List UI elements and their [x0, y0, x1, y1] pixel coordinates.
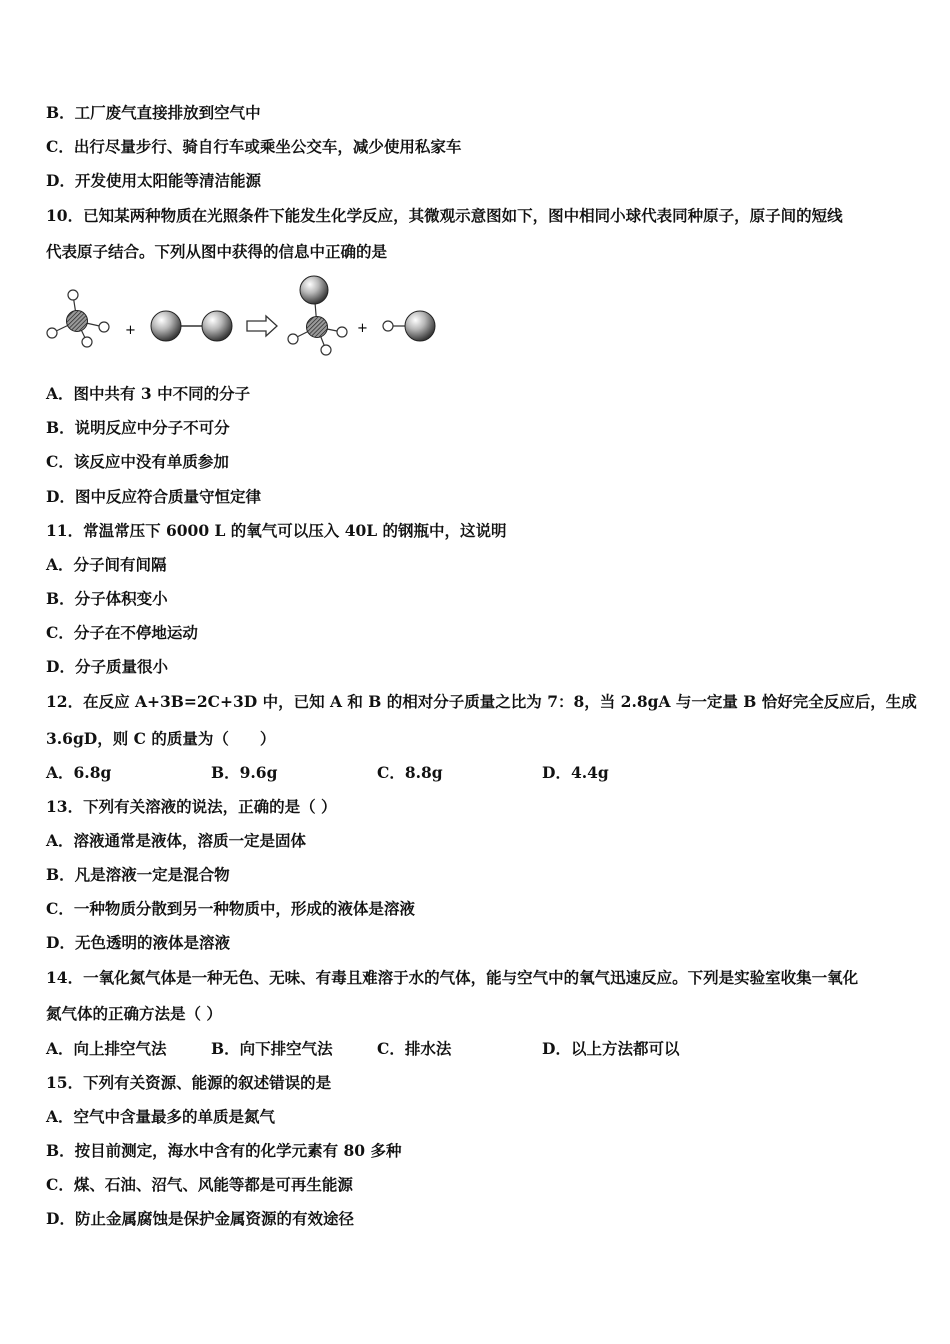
q10-option-a: A．图中共有 3 中不同的分子 [46, 384, 251, 403]
q13-option-a: A．溶液通常是液体，溶质一定是固体 [46, 831, 307, 850]
q15-option-a: A．空气中含量最多的单质是氮气 [46, 1107, 276, 1126]
q12-option-a: A．6.8g [46, 763, 112, 782]
hydrogen-chloride-molecule [383, 311, 435, 341]
plus-sign-1: + [125, 323, 136, 338]
q12-option-b: B．9.6g [211, 763, 278, 782]
q15-option-d: D．防止金属腐蚀是保护金属资源的有效途径 [46, 1209, 354, 1228]
q9-option-b: B．工厂废气直接排放到空气中 [46, 103, 261, 122]
q12-stem-line1: 12．在反应 A+3B=2C+3D 中，已知 A 和 B 的相对分子质量之比为 7：8，当 2.8gA 与一定量 B 恰好完全反应后，生成 [46, 692, 917, 711]
q10-stem-line2: 代表原子结合。下列从图中获得的信息中正确的是 [46, 242, 388, 261]
reaction-diagram [40, 272, 460, 368]
plus-sign-2: + [357, 321, 368, 336]
chlorine-molecule [151, 311, 232, 341]
q10-stem-line1: 10．已知某两种物质在光照条件下能发生化学反应，其微观示意图如下，图中相同小球代表同种原子，原子间的短线 [46, 206, 843, 225]
q14-option-d: D．以上方法都可以 [542, 1039, 680, 1058]
q13-stem: 13．下列有关溶液的说法，正确的是（ ） [46, 797, 337, 816]
q14-option-c: C．排水法 [377, 1039, 452, 1058]
q15-stem: 15．下列有关资源、能源的叙述错误的是 [46, 1073, 332, 1092]
q15-option-c: C．煤、石油、沼气、风能等都是可再生能源 [46, 1175, 353, 1194]
q14-stem-line2: 氮气体的正确方法是（ ） [46, 1004, 222, 1023]
q12-option-d: D．4.4g [542, 763, 609, 782]
q11-option-b: B．分子体积变小 [46, 589, 168, 608]
q12-option-c: C．8.8g [377, 763, 443, 782]
q10-option-c: C．该反应中没有单质参加 [46, 452, 229, 471]
q14-option-b: B．向下排空气法 [211, 1039, 333, 1058]
q13-option-b: B．凡是溶液一定是混合物 [46, 865, 230, 884]
q11-stem: 11．常温常压下 6000 L 的氧气可以压入 40L 的钢瓶中，这说明 [46, 521, 507, 540]
q13-option-c: C．一种物质分散到另一种物质中，形成的液体是溶液 [46, 899, 415, 918]
q13-option-d: D．无色透明的液体是溶液 [46, 933, 230, 952]
q15-option-b: B．按目前测定，海水中含有的化学元素有 80 多种 [46, 1141, 402, 1160]
reaction-arrow [247, 316, 277, 336]
q11-option-a: A．分子间有间隔 [46, 555, 167, 574]
q9-option-c: C．出行尽量步行、骑自行车或乘坐公交车，减少使用私家车 [46, 137, 462, 156]
methane-molecule [47, 290, 109, 347]
q11-option-c: C．分子在不停地运动 [46, 623, 198, 642]
chloromethane-molecule [288, 276, 347, 355]
q14-stem-line1: 14．一氧化氮气体是一种无色、无味、有毒且难溶于水的气体，能与空气中的氧气迅速反应。下列是实验室收集一氧化 [46, 968, 859, 987]
q10-option-b: B．说明反应中分子不可分 [46, 418, 230, 437]
q9-option-d: D．开发使用太阳能等清洁能源 [46, 171, 261, 190]
q10-option-d: D．图中反应符合质量守恒定律 [46, 487, 261, 506]
q12-stem-line2: 3.6gD，则 C 的质量为（ ） [46, 729, 276, 748]
q14-option-a: A．向上排空气法 [46, 1039, 167, 1058]
q11-option-d: D．分子质量很小 [46, 657, 168, 676]
